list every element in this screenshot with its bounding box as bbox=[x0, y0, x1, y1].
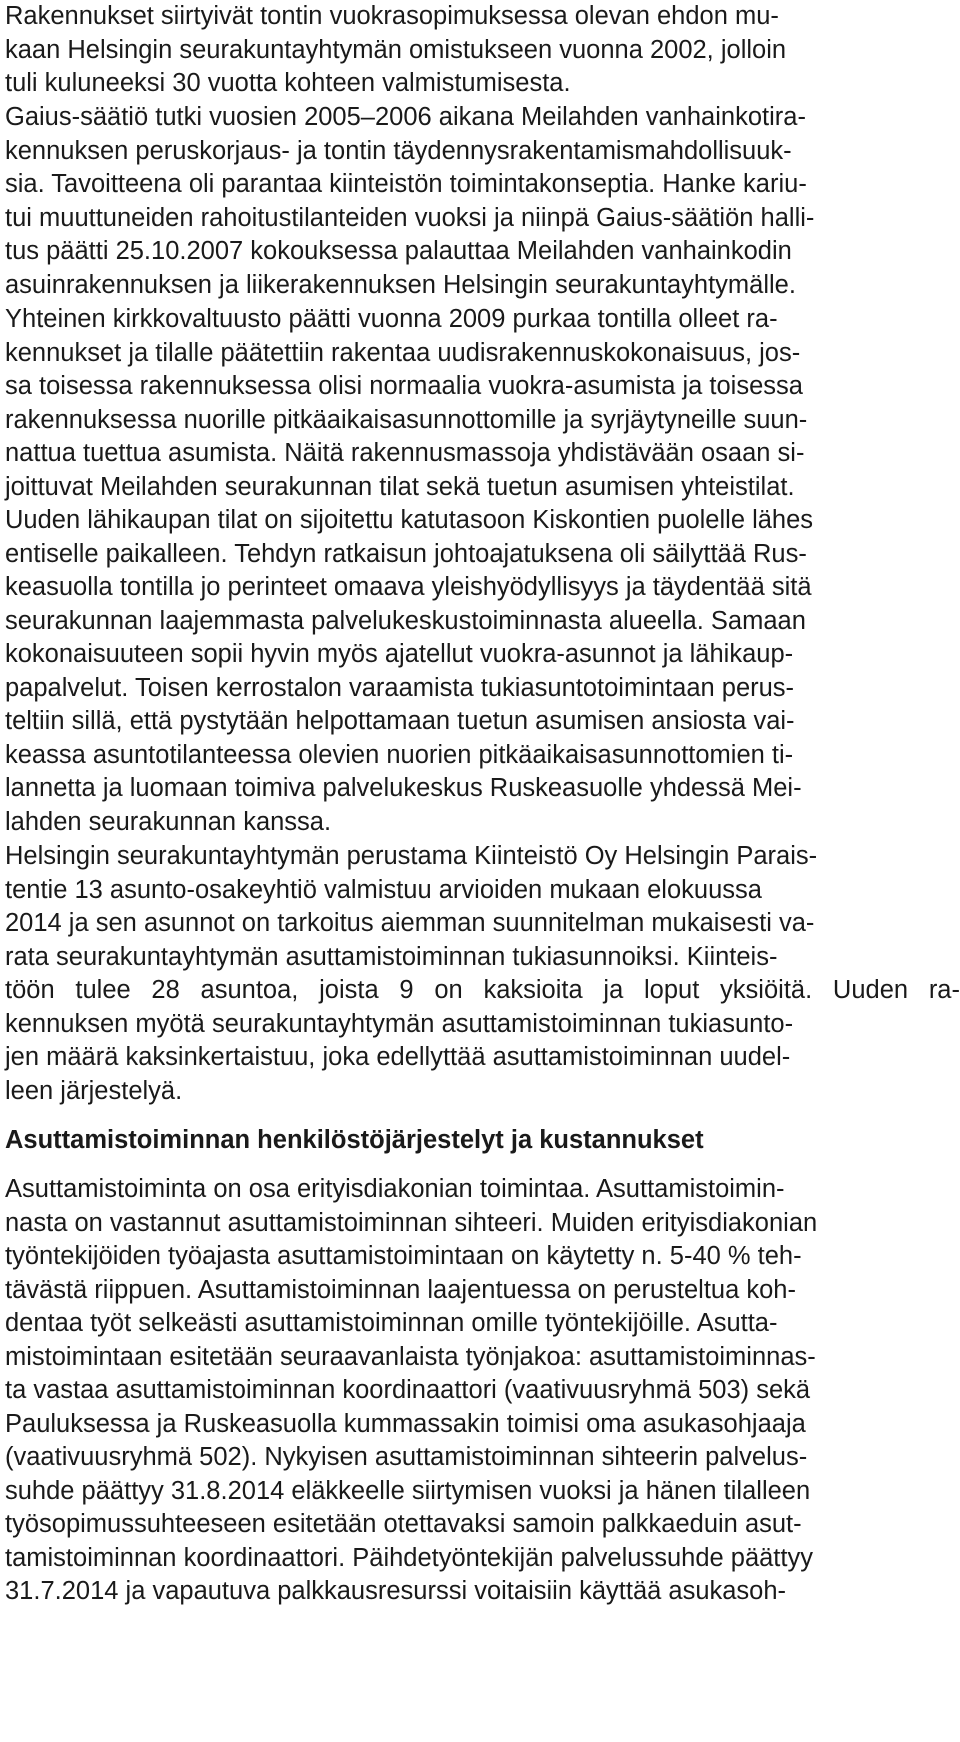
text-line: tus päätti 25.10.2007 kokouksessa palauttaa Meilahden vanhainkodin bbox=[5, 237, 792, 265]
text-line: työntekijöiden työajasta asuttamistoimintaan on käytetty n. 5-40 % teh- bbox=[5, 1242, 802, 1270]
text-line: tamistoiminnan koordinaattori. Päihdetyöntekijän palvelussuhde päättyy bbox=[5, 1543, 813, 1572]
text-line: 31.7.2014 ja vapautuva palkkausresurssi voitaisiin käyttää asukasoh- bbox=[5, 1577, 787, 1605]
text-line: mistoimintaan esitetään seuraavanlaista työnjakoa: asuttamistoiminnas- bbox=[5, 1342, 816, 1371]
text-line: jen määrä kaksinkertaistuu, joka edellyttää asuttamistoiminnan uudel- bbox=[5, 1043, 791, 1071]
text-line: entiselle paikalleen. Tehdyn ratkaisun johtoajatuksena oli säilyttää Rus- bbox=[5, 539, 807, 568]
text-line: Yhteinen kirkkovaltuusto päätti vuonna 2009 purkaa tontilla olleet ra- bbox=[5, 305, 778, 333]
text-line: seurakunnan laajemmasta palvelukeskustoiminnasta alueella. Samaan bbox=[5, 606, 806, 635]
text-line: tentie 13 asunto-osakeyhtiö valmistuu arvioiden mukaan elokuussa bbox=[5, 875, 762, 904]
text-line: lannetta ja luomaan toimiva palvelukeskus Ruskeasuolle yhdessä Mei- bbox=[5, 774, 802, 802]
text-line: kokonaisuuteen sopii hyvin myös ajatellut vuokra-asunnot ja lähikaup- bbox=[5, 640, 794, 668]
paragraph-church-council-decision bbox=[5, 303, 960, 839]
text-line: kennuksen peruskorjaus- ja tontin täydennysrakentamismahdollisuuk- bbox=[5, 136, 792, 165]
paragraph-gaius-foundation bbox=[5, 101, 960, 302]
text-line: kaan Helsingin seurakuntayhtymän omistukseen vuonna 2002, jolloin bbox=[5, 35, 787, 64]
text-line: Uuden lähikaupan tilat on sijoitettu katutasoon Kiskontien puolelle lähes bbox=[5, 506, 814, 534]
text-line: sia. Tavoitteena oli parantaa kiinteistön toimintakonseptia. Hanke kariu- bbox=[5, 170, 807, 198]
section-heading: Asuttamistoiminnan henkilöstöjärjestelyt ja kustannukset bbox=[5, 1126, 704, 1154]
text-line: kennukset ja tilalle päätettiin rakentaa uudisrakennuskokonaisuus, jos- bbox=[5, 338, 801, 367]
text-line: (vaativuusryhmä 502). Nykyisen asuttamistoiminnan sihteerin palvelus- bbox=[5, 1443, 808, 1471]
text-line: Helsingin seurakuntayhtymän perustama Kiinteistö Oy Helsingin Parais- bbox=[5, 842, 818, 870]
text-line: töön tulee 28 asuntoa, joista 9 on kaksioita ja loput yksiöitä. Uuden ra- bbox=[5, 976, 960, 1004]
text-line: Gaius-säätiö tutki vuosien 2005–2006 aikana Meilahden vanhainkotira- bbox=[5, 103, 806, 131]
text-line: 2014 ja sen asunnot on tarkoitus aiemman suunnitelman mukaisesti va- bbox=[5, 909, 815, 937]
text-line: Asuttamistoiminta on osa erityisdiakonian toimintaa. Asuttamistoimin- bbox=[5, 1175, 785, 1203]
text-line: tui muuttuneiden rahoitustilanteiden vuoksi ja niinpä Gaius-säätiön halli- bbox=[5, 203, 815, 232]
text-line: lahden seurakunnan kanssa. bbox=[5, 807, 332, 836]
text-line: sa toisessa rakennuksessa olisi normaalia vuokra-asumista ja toisessa bbox=[5, 372, 803, 400]
text-line: Pauluksessa ja Ruskeasuolla kummassakin toimisi oma asukasohjaaja bbox=[5, 1409, 806, 1438]
paragraph-housing-company bbox=[5, 840, 960, 1108]
text-line: rata seurakuntayhtymän asuttamistoiminnan tukiasunnoiksi. Kiinteis- bbox=[5, 942, 778, 971]
text-line: teltiin sillä, että pystytään helpottamaan tuetun asumisen ansiosta vai- bbox=[5, 707, 795, 735]
text-line: asuinrakennuksen ja liikerakennuksen Helsingin seurakuntayhtymälle. bbox=[5, 270, 796, 299]
paragraph-staffing-arrangements bbox=[5, 1173, 960, 1609]
text-line: keasuolla tontilla jo perinteet omaava yleishyödyllisyys ja täydentää sitä bbox=[5, 573, 812, 601]
text-line: rakennuksessa nuorille pitkäaikaisasunnottomille ja syrjäytyneille suun- bbox=[5, 405, 808, 434]
text-line: suhde päättyy 31.8.2014 eläkkeelle siirtymisen vuoksi ja hänen tilalleen bbox=[5, 1476, 811, 1505]
paragraph-building-ownership bbox=[5, 0, 960, 101]
text-line: nattua tuettua asumista. Näitä rakennusmassoja yhdistävään osaan si- bbox=[5, 439, 805, 467]
text-line: tävästä riippuen. Asuttamistoiminnan laajentuessa on perusteltua koh- bbox=[5, 1275, 796, 1304]
text-line: dentaa työt selkeästi asuttamistoiminnan omille työntekijöille. Asutta- bbox=[5, 1309, 778, 1337]
text-line: joittuvat Meilahden seurakunnan tilat sekä tuetun asumisen yhteistilat. bbox=[5, 472, 795, 501]
text-line: kennuksen myötä seurakuntayhtymän asuttamistoiminnan tukiasunto- bbox=[5, 1009, 794, 1038]
text-line: työsopimussuhteeseen esitetään otettavaksi samoin palkkaeduin asut- bbox=[5, 1510, 802, 1538]
text-line: tuli kuluneeksi 30 vuotta kohteen valmistumisesta. bbox=[5, 69, 571, 97]
text-line: leen järjestelyä. bbox=[5, 1076, 183, 1105]
text-line: nasta on vastannut asuttamistoiminnan sihteeri. Muiden erityisdiakonian bbox=[5, 1208, 818, 1237]
text-line: ta vastaa asuttamistoiminnan koordinaattori (vaativuusryhmä 503) sekä bbox=[5, 1376, 811, 1404]
text-line: keassa asuntotilanteessa olevien nuorien pitkäaikaisasunnottomien ti- bbox=[5, 740, 794, 769]
text-line: Rakennukset siirtyivät tontin vuokrasopimuksessa olevan ehdon mu- bbox=[5, 2, 779, 30]
text-line: papalvelut. Toisen kerrostalon varaamista tukiasuntotoimintaan perus- bbox=[5, 673, 795, 702]
